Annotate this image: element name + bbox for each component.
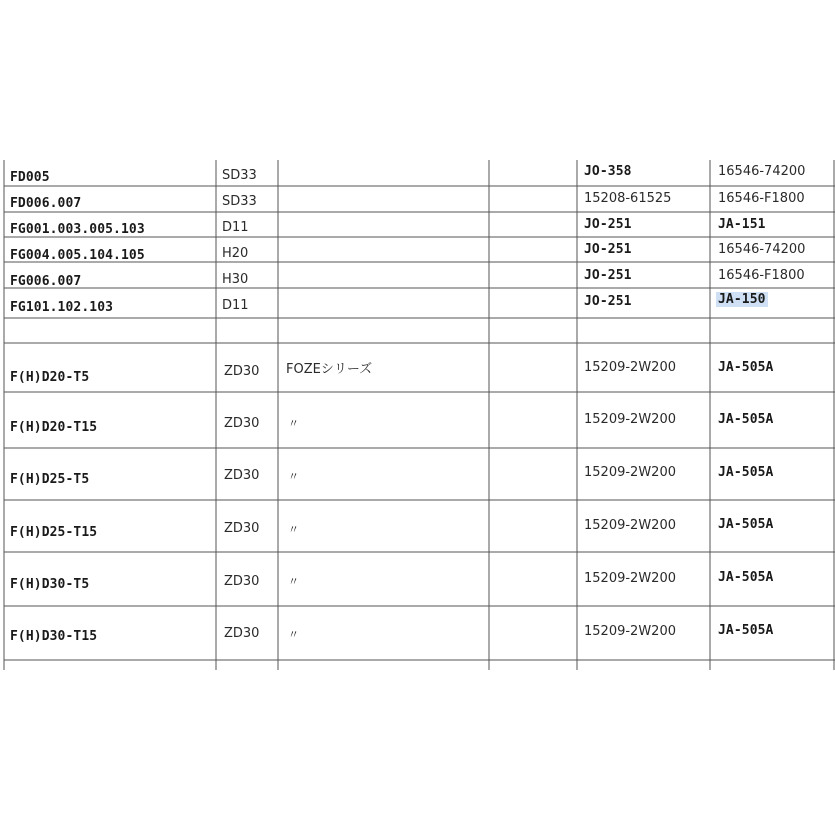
model-cell: FG006.007 bbox=[10, 274, 82, 289]
filter-cell: 15209-2W200 bbox=[584, 412, 676, 427]
part-cell: JA-505A bbox=[718, 623, 774, 638]
filter-cell: 15209-2W200 bbox=[584, 571, 676, 586]
engine-cell: H30 bbox=[222, 272, 249, 287]
filter-cell: 15208-61525 bbox=[584, 191, 672, 206]
note-cell: FOZEシリーズ bbox=[286, 362, 373, 377]
engine-cell: ZD30 bbox=[224, 626, 260, 641]
filter-cell: JO-251 bbox=[584, 217, 632, 232]
engine-cell: ZD30 bbox=[224, 574, 260, 589]
filter-cell: JO-251 bbox=[584, 294, 632, 309]
ditto-mark: 〃 bbox=[288, 575, 299, 588]
model-cell: F(H)D20-T5 bbox=[10, 370, 90, 385]
engine-cell: ZD30 bbox=[224, 521, 260, 536]
filter-cell: 15209-2W200 bbox=[584, 624, 676, 639]
parts-table bbox=[0, 160, 835, 670]
part-cell: JA-505A bbox=[718, 465, 774, 480]
selection-highlight: JA-150 bbox=[718, 292, 766, 307]
model-cell: F(H)D30-T15 bbox=[10, 629, 98, 644]
part-cell: 16546-F1800 bbox=[718, 191, 805, 206]
model-cell: F(H)D20-T15 bbox=[10, 420, 98, 435]
engine-cell: D11 bbox=[222, 298, 249, 313]
filter-cell: 15209-2W200 bbox=[584, 360, 676, 375]
part-cell-highlighted[interactable] bbox=[716, 292, 768, 308]
filter-cell: 15209-2W200 bbox=[584, 465, 676, 480]
engine-cell: SD33 bbox=[222, 194, 257, 209]
part-cell: JA-505A bbox=[718, 570, 774, 585]
part-cell: JA-505A bbox=[718, 412, 774, 427]
engine-cell: D11 bbox=[222, 220, 249, 235]
part-cell: JA-505A bbox=[718, 360, 774, 375]
model-cell: FD005 bbox=[10, 170, 50, 185]
engine-cell: ZD30 bbox=[224, 468, 260, 483]
ditto-mark: 〃 bbox=[288, 470, 299, 483]
part-cell: 16546-74200 bbox=[718, 242, 806, 257]
model-cell: F(H)D25-T5 bbox=[10, 472, 90, 487]
part-cell: 16546-F1800 bbox=[718, 268, 805, 283]
model-cell: F(H)D25-T15 bbox=[10, 525, 98, 540]
engine-cell: H20 bbox=[222, 246, 249, 261]
ditto-mark: 〃 bbox=[288, 628, 299, 641]
part-cell: JA-151 bbox=[718, 217, 766, 232]
engine-cell: SD33 bbox=[222, 168, 257, 183]
filter-cell: 15209-2W200 bbox=[584, 518, 676, 533]
engine-cell: ZD30 bbox=[224, 364, 260, 379]
model-cell: FG001.003.005.103 bbox=[10, 222, 145, 237]
part-cell: JA-505A bbox=[718, 517, 774, 532]
ditto-mark: 〃 bbox=[288, 417, 299, 430]
model-cell: F(H)D30-T5 bbox=[10, 577, 90, 592]
engine-cell: ZD30 bbox=[224, 416, 260, 431]
ditto-mark: 〃 bbox=[288, 523, 299, 536]
model-cell: FG101.102.103 bbox=[10, 300, 114, 315]
filter-cell: JO-251 bbox=[584, 242, 632, 257]
part-cell: 16546-74200 bbox=[718, 164, 806, 179]
model-cell: FG004.005.104.105 bbox=[10, 248, 145, 263]
model-cell: FD006.007 bbox=[10, 196, 82, 211]
filter-cell: JO-358 bbox=[584, 164, 632, 179]
filter-cell: JO-251 bbox=[584, 268, 632, 283]
